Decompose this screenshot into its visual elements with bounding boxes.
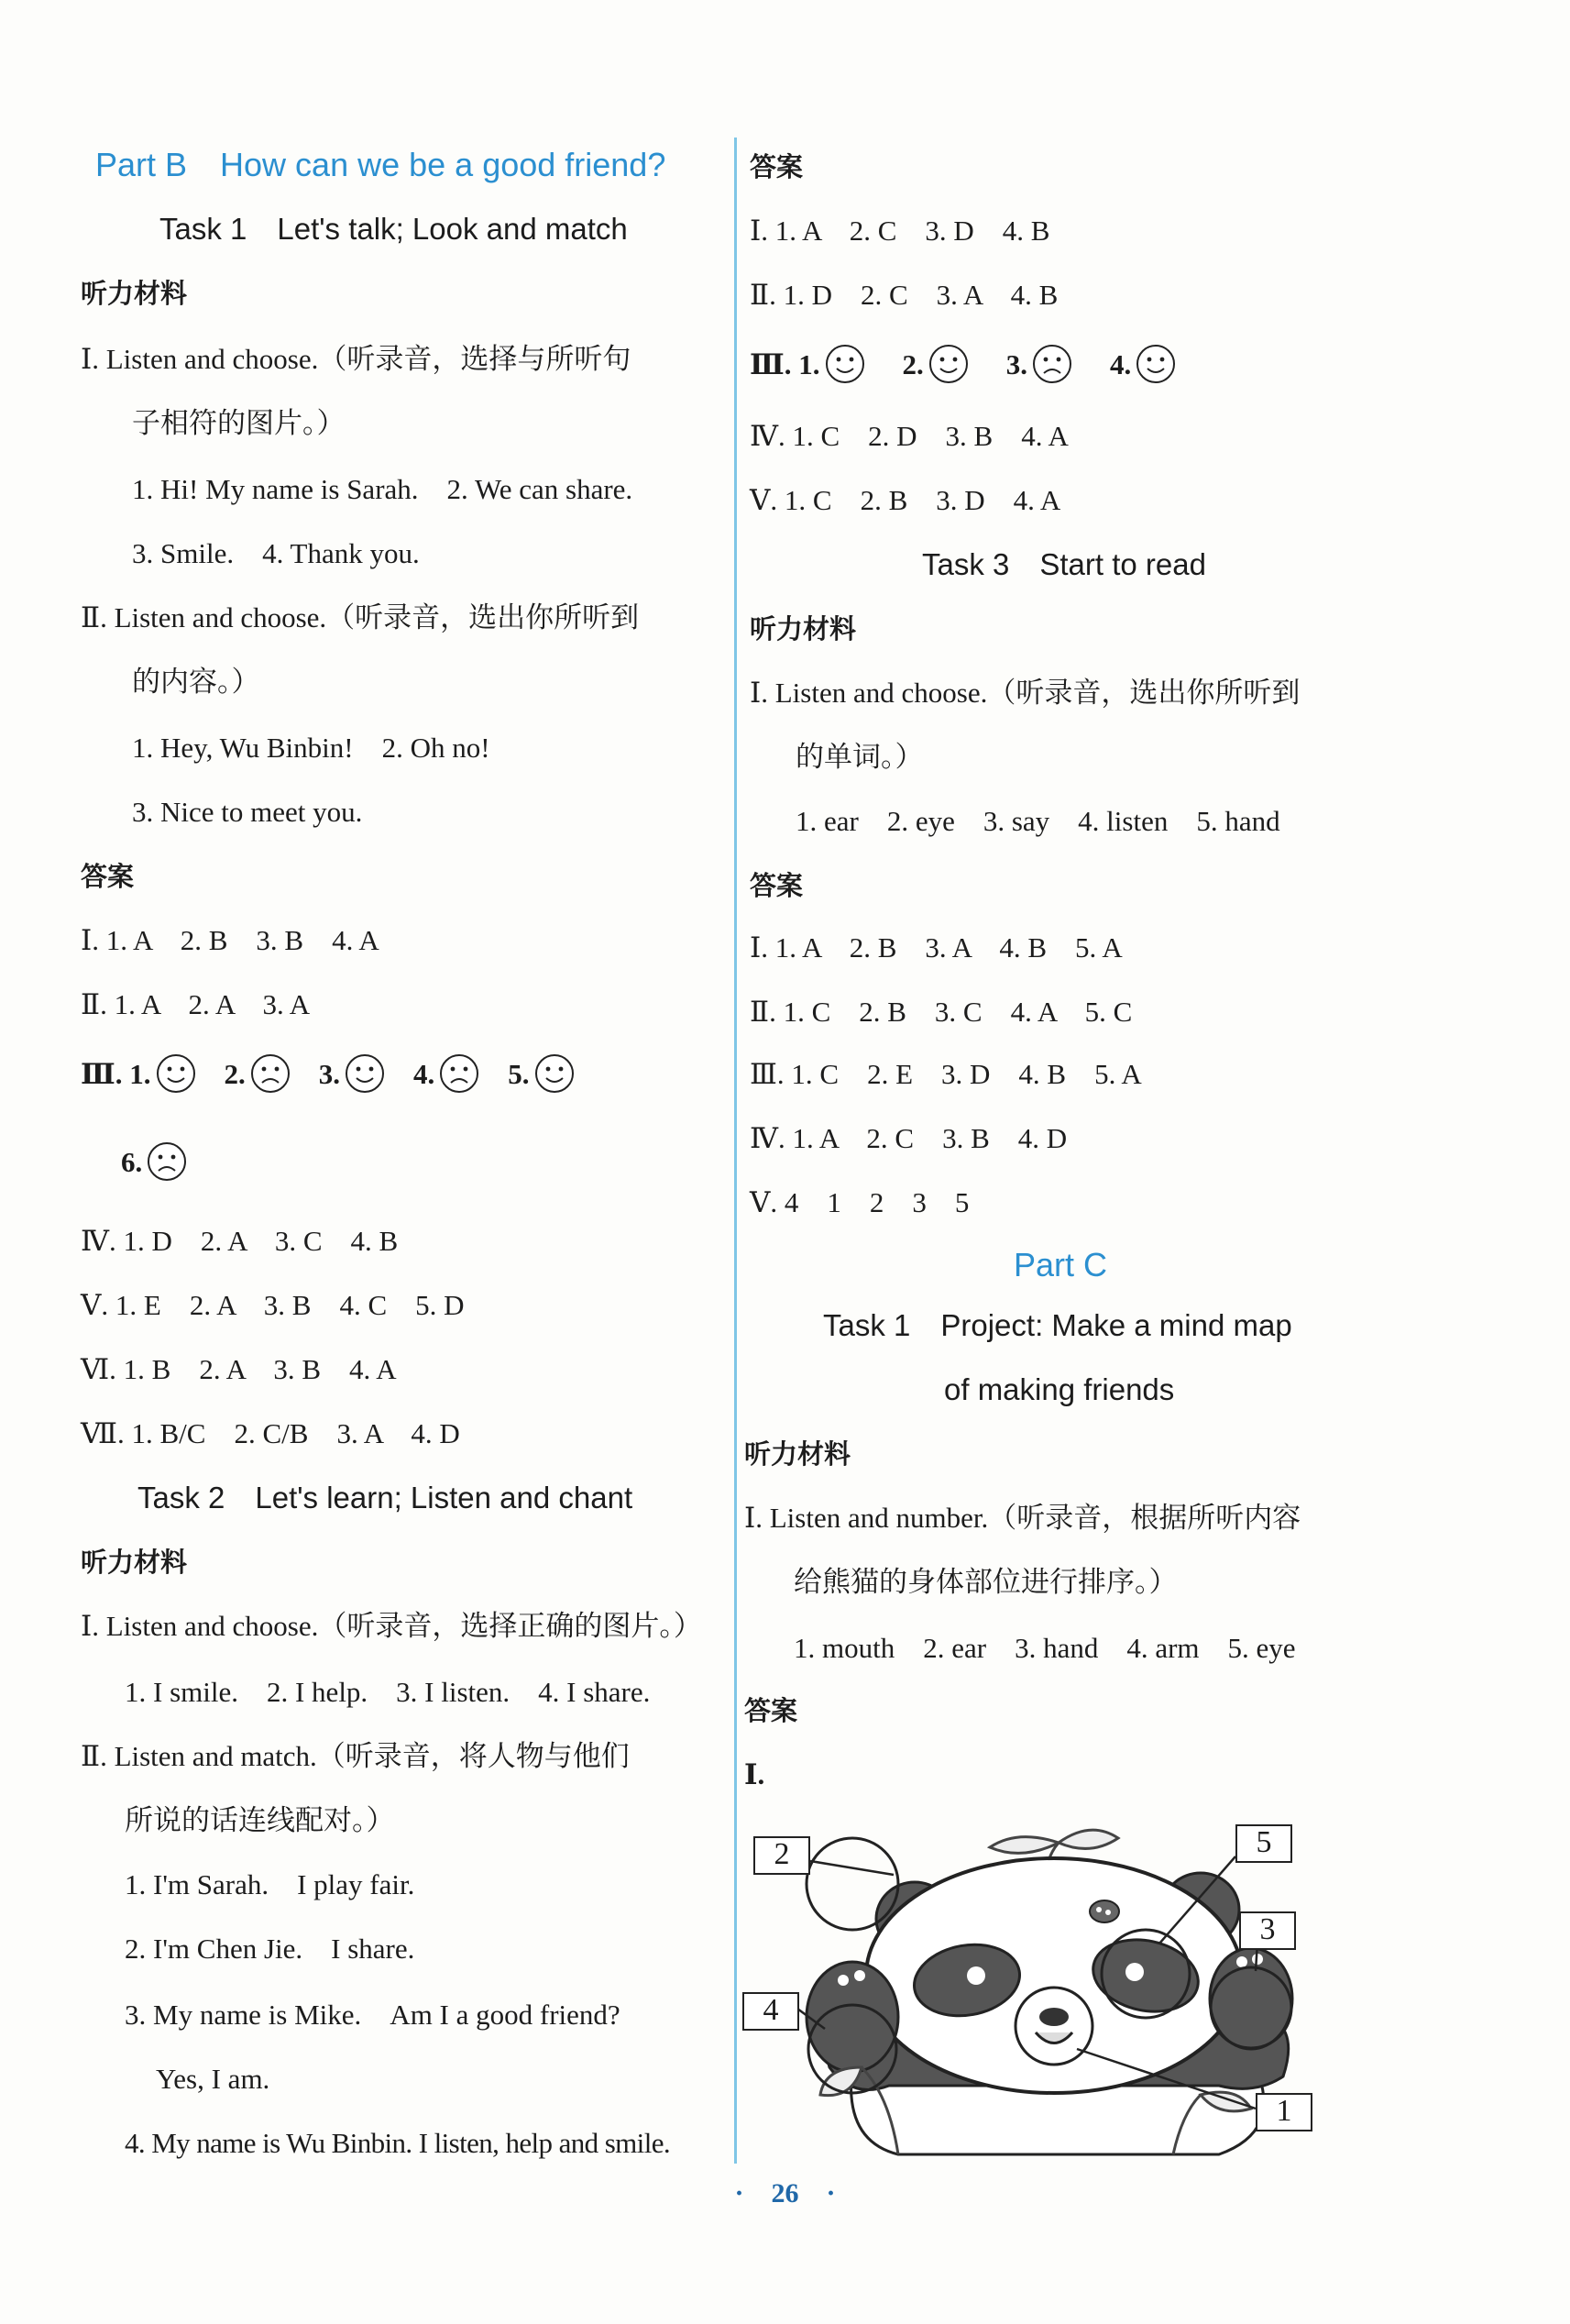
t1-ans-6: Ⅵ. 1. B 2. A 3. B 4. A (81, 1353, 397, 1385)
pc-ans-roman: Ⅰ. (744, 1758, 765, 1790)
listening-label: 听力材料 (81, 278, 188, 309)
t1-q2-line2: 的内容。） (132, 666, 260, 698)
t1-ans-3b (121, 1140, 188, 1183)
sad-face-icon (146, 1140, 188, 1183)
page-dot: · (826, 2178, 836, 2208)
listening-label: 听力材料 (750, 613, 857, 644)
t1-q1-line1: Ⅰ. Listen and choose.（听录音，选择与所听句 (81, 343, 631, 375)
face-answer-label: 5. (508, 1058, 530, 1090)
listening-label-2: 听力材料 (81, 1547, 188, 1578)
t2-q2-line2: 所说的话连线配对。） (125, 1804, 395, 1836)
t3-ans-2: Ⅱ. 1. C 2. B 3. C 4. A 5. C (750, 996, 1133, 1028)
t2-q1-items: 1. I smile. 2. I help. 3. I listen. 4. I share. (125, 1676, 651, 1708)
face-answer-label: 4. (1110, 348, 1132, 380)
panda-illustration (742, 1792, 1347, 2159)
t2-ans-2: Ⅱ. 1. D 2. C 3. A 4. B (750, 279, 1059, 311)
panda-label-box: 1 (1256, 2093, 1312, 2131)
page-number (0, 2178, 1570, 2209)
sad-face-icon (1031, 343, 1073, 385)
smiley-face-icon (1135, 343, 1177, 385)
pc-q1-items: 1. mouth 2. ear 3. hand 4. arm 5. eye (794, 1632, 1296, 1664)
task3-title: Task 3 Start to read (922, 547, 1206, 581)
face-answer-label: Ⅲ. 1. (750, 348, 820, 380)
pc-q1-line1: Ⅰ. Listen and number.（听录音，根据所听内容 (744, 1502, 1301, 1534)
t2-q2-item3a: 3. My name is Mike. Am I a good friend? (125, 1999, 620, 2031)
listening-label-2: 听力材料 (744, 1438, 851, 1470)
t3-q1-items: 1. ear 2. eye 3. say 4. listen 5. hand (796, 805, 1280, 837)
t1-ans-2: Ⅱ. 1. A 2. A 3. A (81, 988, 311, 1020)
t1-ans-3 (81, 1052, 576, 1095)
part-b-title: Part B How can we be a good friend? (95, 146, 666, 183)
t3-ans-1: Ⅰ. 1. A 2. B 3. A 4. B 5. A (750, 931, 1123, 964)
t1-ans-7: Ⅶ. 1. B/C 2. C/B 3. A 4. D (81, 1417, 460, 1449)
panda-label-box: 2 (753, 1836, 810, 1875)
page-number-value: 26 (771, 2178, 799, 2208)
answers-label: 答案 (750, 151, 804, 182)
t1-ans-1: Ⅰ. 1. A 2. B 3. B 4. A (81, 924, 379, 956)
t2-q1-line1: Ⅰ. Listen and choose.（听录音，选择正确的图片。） (81, 1610, 702, 1642)
sad-face-icon (249, 1052, 291, 1095)
sad-face-icon (438, 1052, 480, 1095)
t1-q1-items-b: 3. Smile. 4. Thank you. (132, 537, 420, 569)
column-divider (734, 138, 737, 2164)
t1-ans-4: Ⅳ. 1. D 2. A 3. C 4. B (81, 1225, 399, 1257)
part-c-title: Part C (1014, 1246, 1108, 1283)
t1-q2-line1: Ⅱ. Listen and choose.（听录音，选出你所听到 (81, 601, 640, 633)
t2-q2-item4: 4. My name is Wu Binbin. I listen, help and smile. (125, 2127, 671, 2159)
answers-label: 答案 (81, 861, 135, 892)
smiley-face-icon (155, 1052, 197, 1095)
t3-q1-line2: 的单词。） (796, 741, 924, 773)
t2-q2-item1: 1. I'm Sarah. I play fair. (125, 1868, 415, 1900)
pc-task1-line1: Task 1 Project: Make a mind map (823, 1308, 1292, 1342)
t2-q2-item3b: Yes, I am. (156, 2063, 270, 2095)
face-answer-label: 2. (224, 1058, 246, 1090)
smiley-face-icon (344, 1052, 386, 1095)
t2-q2-line1: Ⅱ. Listen and match.（听录音，将人物与他们 (81, 1740, 630, 1772)
t1-q2-items-b: 3. Nice to meet you. (132, 796, 363, 828)
panda-label-box: 3 (1239, 1911, 1296, 1950)
face-answer-label: Ⅲ. 1. (81, 1058, 151, 1090)
smiley-face-icon (928, 343, 970, 385)
face-answer-label: 4. (413, 1058, 435, 1090)
t2-ans-5: Ⅴ. 1. C 2. B 3. D 4. A (750, 484, 1061, 516)
answers-label-3: 答案 (744, 1695, 798, 1726)
task1-title: Task 1 Let's talk; Look and match (159, 212, 628, 246)
face-answer-label: 3. (318, 1058, 341, 1090)
face-answer-label: 6. (121, 1146, 143, 1178)
t2-ans-4: Ⅳ. 1. C 2. D 3. B 4. A (750, 420, 1069, 452)
pc-task1-line2: of making friends (944, 1372, 1175, 1406)
page-dot: · (734, 2178, 744, 2208)
t1-q1-items-a: 1. Hi! My name is Sarah. 2. We can share. (132, 473, 633, 505)
t1-q2-items-a: 1. Hey, Wu Binbin! 2. Oh no! (132, 732, 490, 764)
smiley-face-icon (533, 1052, 576, 1095)
t2-q2-item2: 2. I'm Chen Jie. I share. (125, 1933, 415, 1965)
t2-ans-1: Ⅰ. 1. A 2. C 3. D 4. B (750, 215, 1050, 247)
face-answer-label: 3. (1005, 348, 1028, 380)
t3-ans-3: Ⅲ. 1. C 2. E 3. D 4. B 5. A (750, 1058, 1142, 1090)
t1-q1-line2: 子相符的图片。） (132, 407, 346, 439)
t3-ans-4: Ⅳ. 1. A 2. C 3. B 4. D (750, 1122, 1068, 1154)
panda-label-box: 4 (742, 1992, 799, 2031)
t3-ans-5: Ⅴ. 4 1 2 3 5 (750, 1186, 970, 1218)
task2-title: Task 2 Let's learn; Listen and chant (137, 1481, 633, 1514)
t3-q1-line1: Ⅰ. Listen and choose.（听录音，选出你所听到 (750, 677, 1301, 709)
panda-label-box: 5 (1235, 1824, 1292, 1863)
t1-ans-5: Ⅴ. 1. E 2. A 3. B 4. C 5. D (81, 1289, 465, 1321)
t2-ans-3 (750, 343, 1177, 385)
smiley-face-icon (824, 343, 866, 385)
answers-label-2: 答案 (750, 870, 804, 901)
face-answer-label: 2. (902, 348, 924, 380)
pc-q1-line2: 给熊猫的身体部位进行排序。） (794, 1566, 1178, 1598)
